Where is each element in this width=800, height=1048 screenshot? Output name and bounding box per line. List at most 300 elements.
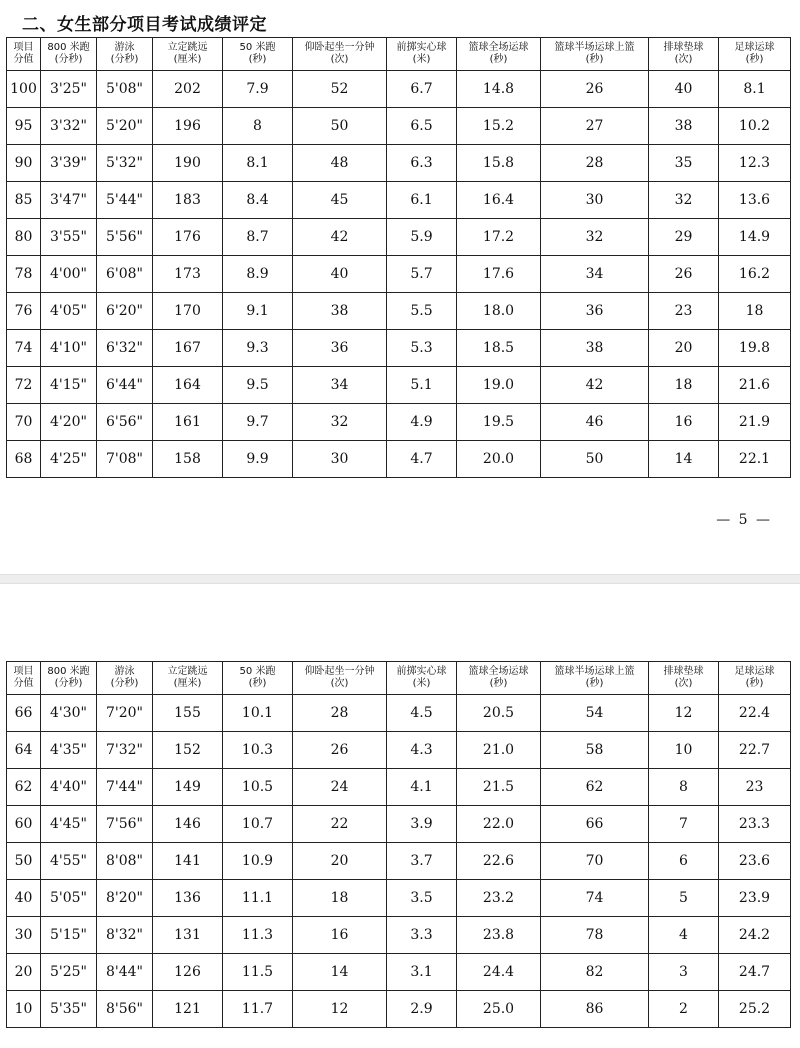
table-cell: 141 [153,843,223,880]
table-row [7,954,791,991]
table-cell: 14.8 [457,71,541,108]
table-cell: 32 [649,182,719,219]
table-cell: 48 [293,145,387,182]
table-cell: 38 [541,330,649,367]
table-cell: 155 [153,695,223,732]
table-cell: 58 [541,732,649,769]
table-cell: 4'35" [41,732,97,769]
column-header-unit: (次) [330,678,349,689]
table-cell: 26 [541,71,649,108]
column-header [649,38,719,71]
table-cell: 5'35" [41,991,97,1028]
table-cell: 5.9 [387,219,457,256]
table-cell: 24 [293,769,387,806]
table-cell: 15.8 [457,145,541,182]
column-header [41,38,97,71]
table-cell: 6'20" [97,293,153,330]
table-cell: 16 [649,404,719,441]
table-cell: 19.5 [457,404,541,441]
table-cell: 72 [7,367,41,404]
table-cell: 23.8 [457,917,541,954]
table-row [7,732,791,769]
table-row [7,441,791,478]
table-cell: 14 [293,954,387,991]
table-cell: 15.2 [457,108,541,145]
table-cell: 21.5 [457,769,541,806]
table-cell: 161 [153,404,223,441]
table-cell: 18.0 [457,293,541,330]
column-header [7,662,41,695]
table-cell: 85 [7,182,41,219]
table-row [7,293,791,330]
table-cell: 4'55" [41,843,97,880]
table-row [7,367,791,404]
table-cell: 9.9 [223,441,293,478]
column-header [457,38,541,71]
table-cell: 4.3 [387,732,457,769]
table-cell: 8'20" [97,880,153,917]
table-cell: 6'56" [97,404,153,441]
table-cell: 34 [541,256,649,293]
table-cell: 18 [293,880,387,917]
table-cell: 6.7 [387,71,457,108]
table-cell: 86 [541,991,649,1028]
table-row [7,145,791,182]
table-cell: 7'56" [97,806,153,843]
table-cell: 20 [649,330,719,367]
table-cell: 5.7 [387,256,457,293]
table-cell: 131 [153,917,223,954]
column-header-unit: (秒) [248,678,267,689]
table-cell: 34 [293,367,387,404]
column-header [97,662,153,695]
table-cell: 8.4 [223,182,293,219]
table-cell: 12 [649,695,719,732]
column-header [387,38,457,71]
table-cell: 42 [541,367,649,404]
table-row [7,695,791,732]
column-header-label: 篮球全场运球 [468,666,529,677]
table-cell: 35 [649,145,719,182]
table-cell: 22 [293,806,387,843]
table-cell: 9.1 [223,293,293,330]
table-cell: 38 [649,108,719,145]
column-header-label: 足球运球 [734,42,775,53]
table-cell: 28 [541,145,649,182]
table-cell: 66 [541,806,649,843]
table-cell: 4 [649,917,719,954]
table-cell: 64 [7,732,41,769]
table-cell: 74 [7,330,41,367]
column-header-label: 50 米跑 [239,666,276,677]
table-cell: 4.9 [387,404,457,441]
table-cell: 5'20" [97,108,153,145]
table-cell: 190 [153,145,223,182]
table-row [7,880,791,917]
table-cell: 90 [7,145,41,182]
table-cell: 30 [293,441,387,478]
table-cell: 7'32" [97,732,153,769]
column-header-unit: (秒) [745,678,764,689]
table-cell: 28 [293,695,387,732]
table-cell: 7'20" [97,695,153,732]
table-cell: 66 [7,695,41,732]
column-header [387,662,457,695]
table-cell: 4'10" [41,330,97,367]
table-cell: 5.5 [387,293,457,330]
table-cell: 60 [7,806,41,843]
table-cell: 6'44" [97,367,153,404]
table-cell: 20.5 [457,695,541,732]
table-cell: 50 [7,843,41,880]
column-header-label: 50 米跑 [239,42,276,53]
table-cell: 3.5 [387,880,457,917]
table-cell: 5'56" [97,219,153,256]
table-cell: 68 [7,441,41,478]
table-cell: 24.7 [719,954,791,991]
table-cell: 5'44" [97,182,153,219]
table-cell: 126 [153,954,223,991]
column-header-unit: (秒) [585,678,604,689]
table-cell: 23 [649,293,719,330]
table-cell: 11.5 [223,954,293,991]
column-header-label: 800 米跑 [47,42,90,53]
table-cell: 46 [541,404,649,441]
column-header-unit: (分秒) [54,54,83,65]
table-cell: 7 [649,806,719,843]
table-row [7,769,791,806]
table-cell: 8.7 [223,219,293,256]
column-header-unit: (次) [330,54,349,65]
column-header-label: 项目 [13,666,34,677]
table-cell: 10.3 [223,732,293,769]
table-cell: 18 [649,367,719,404]
column-header-unit: (分秒) [54,678,83,689]
table-cell: 22.7 [719,732,791,769]
column-header-unit: (分秒) [110,54,139,65]
table-row [7,71,791,108]
table-cell: 20.0 [457,441,541,478]
table-cell: 24.4 [457,954,541,991]
score-table-page-2 [6,661,791,1028]
table-cell: 22.6 [457,843,541,880]
table-cell: 5 [649,880,719,917]
table-cell: 14 [649,441,719,478]
table-cell: 23.2 [457,880,541,917]
table-cell: 40 [293,256,387,293]
table-cell: 24.2 [719,917,791,954]
column-header [223,662,293,695]
table-cell: 7.9 [223,71,293,108]
column-header [41,662,97,695]
table-cell: 22.1 [719,441,791,478]
column-header-label: 游泳 [114,666,135,677]
table-cell: 52 [293,71,387,108]
table-cell: 7'44" [97,769,153,806]
table-cell: 4.7 [387,441,457,478]
table-cell: 20 [293,843,387,880]
table-cell: 4'15" [41,367,97,404]
table-cell: 5.3 [387,330,457,367]
column-header-unit: (厘米) [173,54,202,65]
table-cell: 3'32" [41,108,97,145]
column-header-unit: (厘米) [173,678,202,689]
table-cell: 22.4 [719,695,791,732]
table-cell: 121 [153,991,223,1028]
table-cell: 6 [649,843,719,880]
table-cell: 23.9 [719,880,791,917]
table-cell: 3'47" [41,182,97,219]
table-cell: 18.5 [457,330,541,367]
table-cell: 5.1 [387,367,457,404]
table-cell: 6'08" [97,256,153,293]
column-header [293,38,387,71]
column-header-label: 篮球半场运球上篮 [554,42,635,53]
table-cell: 40 [7,880,41,917]
table-cell: 10.5 [223,769,293,806]
table-cell: 8.1 [719,71,791,108]
table-header-row [7,662,791,695]
table-cell: 3.7 [387,843,457,880]
column-header-label: 项目 [13,42,34,53]
page-number: — 5 — [716,512,772,528]
table-cell: 100 [7,71,41,108]
table-cell: 3'55" [41,219,97,256]
table-cell: 183 [153,182,223,219]
table-cell: 5'15" [41,917,97,954]
section-title: 二、女生部分项目考试成绩评定 [22,15,267,35]
column-header-label: 前掷实心球 [396,42,447,53]
table-cell: 11.1 [223,880,293,917]
table-cell: 29 [649,219,719,256]
table-cell: 19.0 [457,367,541,404]
table-cell: 4'45" [41,806,97,843]
table-cell: 149 [153,769,223,806]
table-cell: 16 [293,917,387,954]
table-cell: 11.7 [223,991,293,1028]
table-cell: 36 [293,330,387,367]
table-header-row [7,38,791,71]
column-header-label: 前掷实心球 [396,666,447,677]
table-cell: 23.3 [719,806,791,843]
table-cell: 10.7 [223,806,293,843]
table-cell: 4'25" [41,441,97,478]
table-cell: 26 [649,256,719,293]
column-header-label: 仰卧起坐一分钟 [304,666,375,677]
table-cell: 13.6 [719,182,791,219]
table-cell: 158 [153,441,223,478]
table-cell: 19.8 [719,330,791,367]
table-cell: 20 [7,954,41,991]
table-row [7,182,791,219]
column-header [153,662,223,695]
table-cell: 4'20" [41,404,97,441]
table-cell: 70 [7,404,41,441]
column-header [293,662,387,695]
table-cell: 74 [541,880,649,917]
table-cell: 21.0 [457,732,541,769]
column-header-unit: (次) [674,54,693,65]
table-row [7,917,791,954]
table-cell: 23 [719,769,791,806]
table-cell: 3.1 [387,954,457,991]
column-header-unit: (分秒) [110,678,139,689]
table-row [7,843,791,880]
table-cell: 16.4 [457,182,541,219]
table-cell: 3'39" [41,145,97,182]
page-separator [0,574,800,584]
table-cell: 4.5 [387,695,457,732]
table-cell: 4'05" [41,293,97,330]
column-header [223,38,293,71]
table-cell: 8'08" [97,843,153,880]
table-cell: 10.1 [223,695,293,732]
column-header-label: 游泳 [114,42,135,53]
column-header-unit: (秒) [489,678,508,689]
column-header-label: 立定跳远 [167,666,208,677]
table-cell: 95 [7,108,41,145]
table-cell: 7'08" [97,441,153,478]
table-cell: 21.6 [719,367,791,404]
table-cell: 17.2 [457,219,541,256]
table-cell: 6'32" [97,330,153,367]
table-cell: 6.1 [387,182,457,219]
table-cell: 36 [541,293,649,330]
column-header [649,662,719,695]
table-cell: 4'30" [41,695,97,732]
table-cell: 54 [541,695,649,732]
table-cell: 146 [153,806,223,843]
table-cell: 8.1 [223,145,293,182]
table-cell: 70 [541,843,649,880]
table-cell: 10.2 [719,108,791,145]
column-header-label: 足球运球 [734,666,775,677]
table-row [7,806,791,843]
column-header [457,662,541,695]
column-header-unit: 分值 [13,54,34,65]
column-header-label: 800 米跑 [47,666,90,677]
column-header-label: 篮球全场运球 [468,42,529,53]
table-cell: 12.3 [719,145,791,182]
table-cell: 5'25" [41,954,97,991]
table-cell: 78 [7,256,41,293]
table-cell: 5'05" [41,880,97,917]
table-cell: 32 [293,404,387,441]
table-cell: 14.9 [719,219,791,256]
column-header [97,38,153,71]
table-cell: 10 [649,732,719,769]
column-header [153,38,223,71]
table-cell: 17.6 [457,256,541,293]
table-cell: 8 [223,108,293,145]
table-cell: 12 [293,991,387,1028]
table-cell: 30 [7,917,41,954]
table-cell: 5'32" [97,145,153,182]
table-cell: 136 [153,880,223,917]
table-cell: 164 [153,367,223,404]
table-cell: 45 [293,182,387,219]
column-header-unit: (秒) [585,54,604,65]
column-header-label: 排球垫球 [663,42,704,53]
table-row [7,991,791,1028]
table-cell: 9.3 [223,330,293,367]
column-header-label: 篮球半场运球上篮 [554,666,635,677]
column-header [719,38,791,71]
table-cell: 21.9 [719,404,791,441]
table-cell: 25.0 [457,991,541,1028]
table-cell: 6.3 [387,145,457,182]
column-header-unit: (次) [674,678,693,689]
table-cell: 18 [719,293,791,330]
table-cell: 4.1 [387,769,457,806]
table-cell: 3.9 [387,806,457,843]
table-cell: 3'25" [41,71,97,108]
table-cell: 50 [541,441,649,478]
table-cell: 80 [7,219,41,256]
column-header-label: 立定跳远 [167,42,208,53]
table-cell: 40 [649,71,719,108]
table-row [7,256,791,293]
table-cell: 38 [293,293,387,330]
table-cell: 3.3 [387,917,457,954]
table-row [7,404,791,441]
table-row [7,219,791,256]
column-header [541,662,649,695]
column-header-unit: (米) [412,678,431,689]
table-cell: 167 [153,330,223,367]
table-cell: 27 [541,108,649,145]
table-cell: 4'40" [41,769,97,806]
table-cell: 170 [153,293,223,330]
table-cell: 9.7 [223,404,293,441]
table-cell: 4'00" [41,256,97,293]
column-header-unit: (秒) [489,54,508,65]
table-cell: 62 [541,769,649,806]
table-cell: 76 [7,293,41,330]
table-cell: 8'32" [97,917,153,954]
table-cell: 196 [153,108,223,145]
table-cell: 2.9 [387,991,457,1028]
table-cell: 62 [7,769,41,806]
table-cell: 50 [293,108,387,145]
column-header-label: 仰卧起坐一分钟 [304,42,375,53]
column-header-label: 排球垫球 [663,666,704,677]
table-cell: 82 [541,954,649,991]
table-row [7,108,791,145]
table-cell: 10.9 [223,843,293,880]
table-cell: 78 [541,917,649,954]
table-cell: 23.6 [719,843,791,880]
column-header-unit: (米) [412,54,431,65]
column-header [719,662,791,695]
table-cell: 8 [649,769,719,806]
column-header [7,38,41,71]
table-row [7,330,791,367]
table-cell: 9.5 [223,367,293,404]
column-header-unit: (秒) [248,54,267,65]
table-cell: 6.5 [387,108,457,145]
table-cell: 10 [7,991,41,1028]
table-cell: 173 [153,256,223,293]
table-cell: 8'56" [97,991,153,1028]
table-cell: 3 [649,954,719,991]
table-cell: 176 [153,219,223,256]
score-table-page-1 [6,37,791,478]
table-cell: 11.3 [223,917,293,954]
table-cell: 2 [649,991,719,1028]
table-cell: 8'44" [97,954,153,991]
table-cell: 26 [293,732,387,769]
